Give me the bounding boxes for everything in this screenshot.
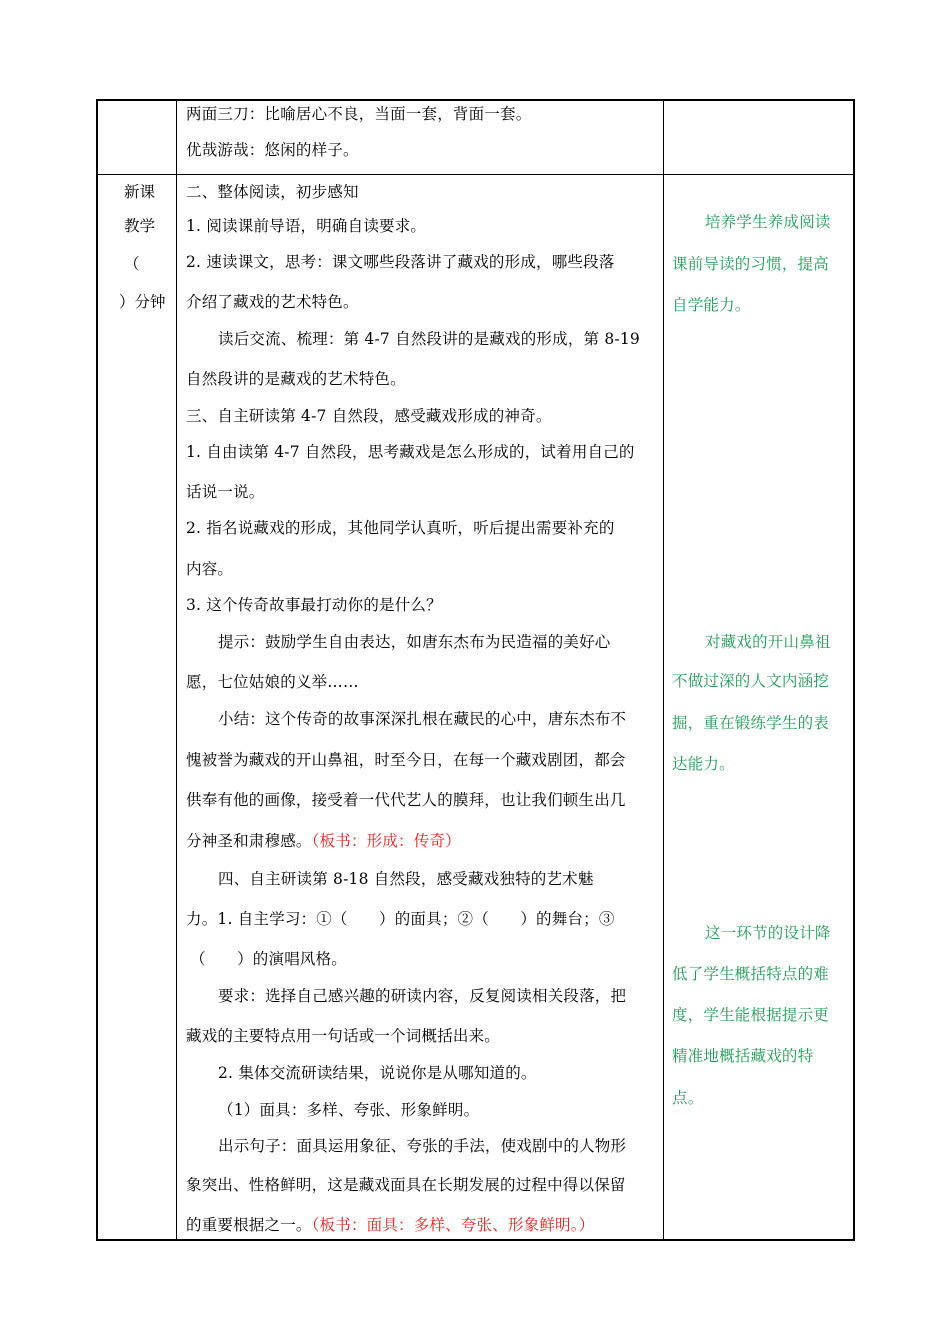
teaching-note: 度，学生能根据提示更 — [672, 1006, 830, 1024]
column-divider-right — [663, 101, 664, 1239]
text-line: 两面三刀：比喻居心不良，当面一套，背面一套。 — [186, 105, 532, 123]
teaching-note: 掘，重在锻练学生的表 — [672, 714, 830, 732]
text-line: 愧被誉为藏戏的开山鼻祖，时至今日，在每一个藏戏剧团，都会 — [186, 751, 626, 769]
text-line: 读后交流、梳理：第 4-7 自然段讲的是藏戏的形成，第 8-19 — [218, 330, 640, 348]
heading-section-three: 三、自主研读第 4-7 自然段，感受藏戏形成的神奇。 — [186, 407, 552, 425]
text-line: （1）面具：多样、夸张、形象鲜明。 — [218, 1101, 480, 1119]
text-line: 1. 自由读第 4-7 自然段，思考藏戏是怎么形成的，试着用自己的 — [186, 443, 635, 461]
board-note: （板书：面具：多样、夸张、形象鲜明。） — [311, 1216, 595, 1234]
text-line: 要求：选择自己感兴趣的研读内容，反复阅读相关段落，把 — [218, 987, 627, 1005]
text-line-with-board-note — [186, 1215, 594, 1235]
teaching-note: 这一环节的设计降 — [705, 924, 831, 942]
text-line: （ ）的演唱风格。 — [190, 950, 348, 968]
teaching-note: 低了学生概括特点的难 — [672, 965, 830, 983]
text-line: 力。1. 自主学习：①（ ）的面具；②（ ）的舞台；③ — [186, 910, 615, 928]
text-line: 1. 阅读课前导语，明确自读要求。 — [186, 217, 427, 235]
teaching-note: 点。 — [672, 1089, 704, 1107]
row-divider — [98, 174, 853, 175]
text-line: 话说一说。 — [186, 483, 265, 501]
text-line: 自然段讲的是藏戏的艺术特色。 — [186, 370, 406, 388]
teaching-note: 自学能力。 — [672, 296, 751, 314]
text-fragment: 的重要根据之一。 — [186, 1216, 312, 1234]
teaching-note: 课前导读的习惯，提高 — [672, 255, 830, 273]
text-line: 象突出、性格鲜明，这是藏戏面具在长期发展的过程中得以保留 — [186, 1176, 626, 1194]
text-line: 3. 这个传奇故事最打动你的是什么？ — [186, 596, 442, 614]
text-line: 2. 指名说藏戏的形成，其他同学认真听，听后提出需要补充的 — [186, 519, 615, 537]
teaching-note: 培养学生养成阅读 — [705, 213, 831, 231]
teaching-note: 不做过深的人文内涵挖 — [672, 672, 830, 690]
text-line: 藏戏的主要特点用一句话或一个词概括出来。 — [186, 1027, 501, 1045]
text-line: 提示：鼓励学生自由表达，如唐东杰布为民造福的美好心 — [218, 633, 611, 651]
section-label: 新课 — [124, 183, 156, 201]
text-line: 出示句子：面具运用象征、夸张的手法，使戏剧中的人物形 — [218, 1137, 627, 1155]
column-divider-left — [176, 101, 177, 1239]
section-label: 教学 — [124, 217, 156, 235]
heading-section-four: 四、自主研读第 8-18 自然段，感受藏戏独特的艺术魅 — [218, 870, 594, 888]
text-line: 愿，七位姑娘的义举…… — [186, 673, 359, 691]
text-line: 介绍了藏戏的艺术特色。 — [186, 293, 359, 311]
section-label: （ — [124, 255, 140, 273]
teaching-note: 精准地概括藏戏的特 — [672, 1047, 814, 1065]
teaching-note: 达能力。 — [672, 755, 735, 773]
text-line-with-board-note — [186, 831, 461, 851]
text-fragment: 分神圣和肃穆感。 — [186, 832, 312, 850]
text-line: 2. 集体交流研读结果，说说你是从哪知道的。 — [218, 1064, 537, 1082]
teaching-note: 对藏戏的开山鼻祖 — [705, 633, 831, 651]
board-note: （板书：形成：传奇） — [311, 832, 461, 850]
text-line: 优哉游哉：悠闲的样子。 — [186, 141, 359, 159]
text-line: 内容。 — [186, 560, 234, 578]
section-label: ）分钟 — [119, 293, 166, 311]
text-line: 供奉有他的画像，接受着一代代艺人的膜拜，也让我们顿生出几 — [186, 791, 626, 809]
text-line: 小结：这个传奇的故事深深扎根在藏民的心中，唐东杰布不 — [218, 710, 627, 728]
heading-overall-reading: 二、整体阅读，初步感知 — [186, 183, 359, 201]
text-line: 2. 速读课文，思考：课文哪些段落讲了藏戏的形成，哪些段落 — [186, 253, 615, 271]
